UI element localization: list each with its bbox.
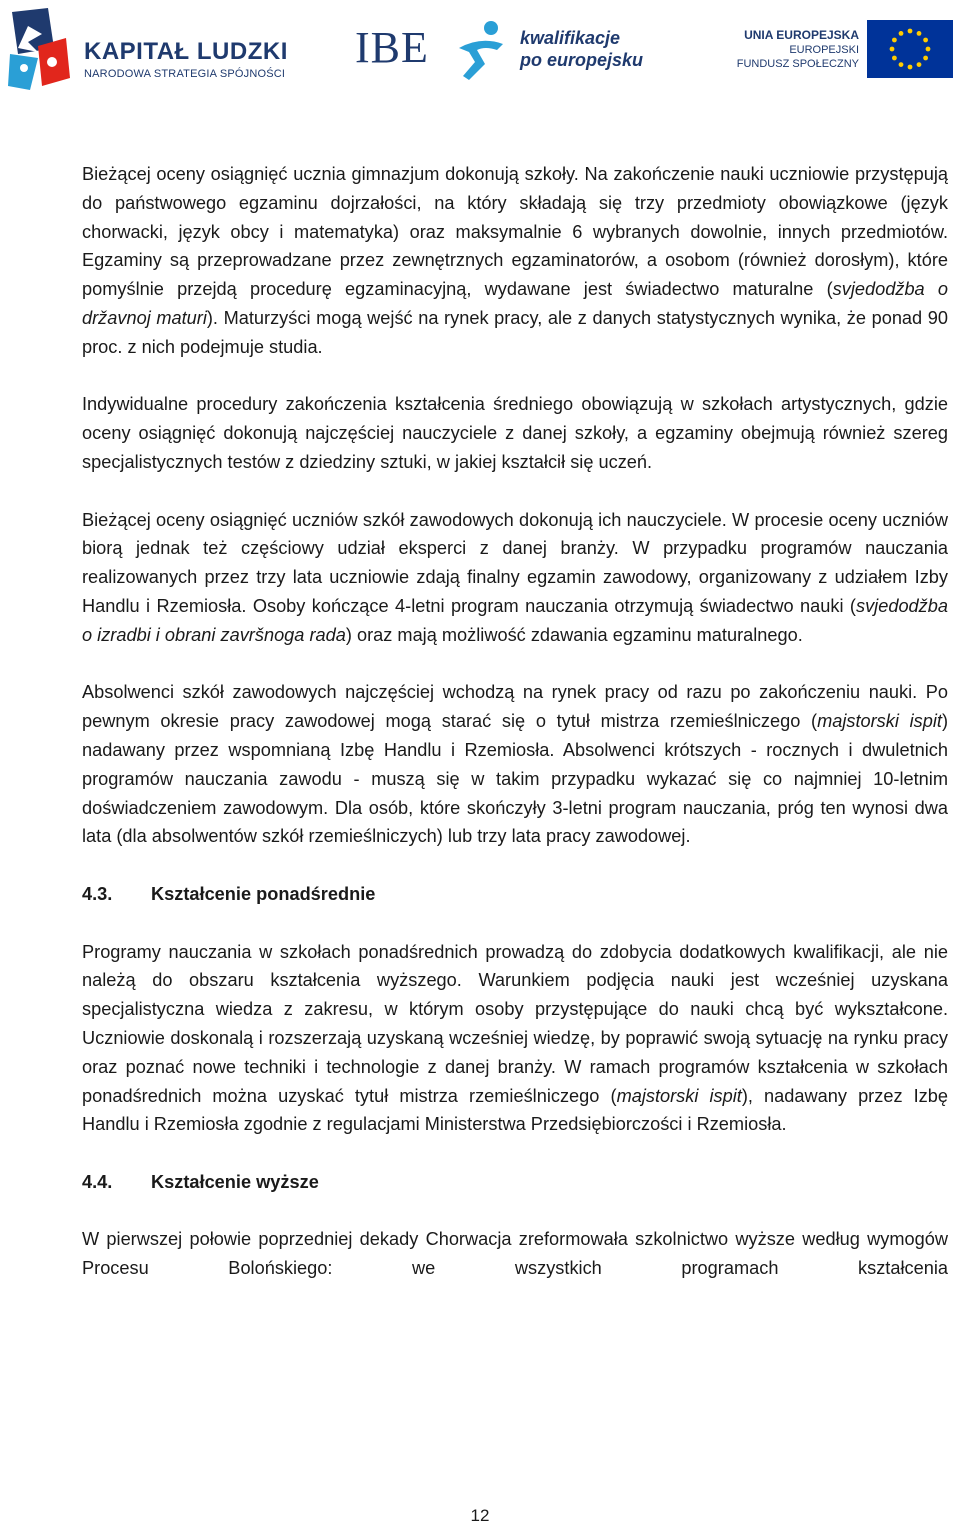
eu-title: UNIA EUROPEJSKA: [744, 28, 859, 42]
eu-fund-line1: EUROPEJSKI: [789, 44, 859, 56]
page-number: 12: [470, 1506, 490, 1525]
kapital-ludzki-subtitle: NARODOWA STRATEGIA SPÓJNOŚCI: [84, 68, 286, 80]
section-heading-4-4: [82, 1168, 948, 1197]
page-header: [0, 0, 960, 96]
ibe-acronym: IBE: [355, 23, 429, 72]
paragraph-art-schools: Indywidualne procedury zakończenia kształcenia średniego obowiązują w szkołach artystycznych, gdzie oceny osiągnięć dokonują najczęściej nauczyciele z danej szkoły, a egzaminy obejmują również szereg specjalistycznych testów z dziedziny sztuki, w jakiej kształcił się uczeń.: [82, 394, 948, 472]
section-number: 4.3.: [82, 883, 113, 904]
paragraph-matura: Bieżącej oceny osiągnięć ucznia gimnazjum dokonują szkoły. Na zakończenie nauki uczniowie przystępują do państwowego egzaminu dojrzałości, na który składają się trzy przedmioty obowiązkowe (język chorwacki, język obcy i matematyka) oraz maksymalnie 6 wybranych dowolnie, innych przedmiotów. Egzaminy są przeprowadzane przez zewnętrznych egzaminatorów, a osobom (również dorosłym), które pomyślnie przejdą procedurę egzaminacyjną, wydawane jest świadectwo maturalne (svjedodžba o državnoj maturi). Maturzyści mogą wejść na rynek pracy, ale z danych statystycznych wynika, że ponad 90 proc. z nich podejmuje studia.: [82, 164, 948, 357]
eu-fund-line2: FUNDUSZ SPOŁECZNY: [736, 58, 859, 70]
ibe-tagline-line1: kwalifikacje: [520, 28, 621, 48]
eu-logo: [735, 20, 955, 80]
running-figure-icon: [451, 18, 513, 84]
section-heading-4-3: [82, 880, 948, 909]
ibe-logo: [355, 14, 645, 86]
ibe-tagline-line2: po europejsku: [520, 50, 644, 70]
kapital-ludzki-emblem-icon: [8, 8, 78, 92]
section-title: Kształcenie wyższe: [151, 1171, 319, 1192]
kapital-ludzki-logo: [8, 8, 288, 92]
section-number: 4.4.: [82, 1171, 113, 1192]
paragraph-higher-education: W pierwszej połowie poprzedniej dekady Chorwacja zreformowała szkolnictwo wyższe według wymogów Procesu Bolońskiego: we wszystkich programach kształcenia: [82, 1229, 948, 1279]
paragraph-vocational-graduates: Absolwenci szkół zawodowych najczęściej wchodzą na rynek pracy od razu po zakończeniu nauki. Po pewnym okresie pracy zawodowej mogą starać się o tytuł mistrza rzemieślniczego (majstorski ispit) nadawany przez wspomnianą Izbę Handlu i Rzemiosła. Absolwenci krótszych - rocznych i dwuletnich programów nauczania zawodu - muszą się w takim przypadku wykazać się co najmniej 10-letnim doświadczeniem zawodowym. Dla osób, które skończyły 3-letni program nauczania, próg ten wynosi dwa lata (dla absolwentów szkół rzemieślniczych) lub trzy lata pracy zawodowej.: [82, 682, 948, 847]
section-title: Kształcenie ponadśrednie: [151, 883, 376, 904]
paragraph-vocational-assessment: Bieżącej oceny osiągnięć uczniów szkół zawodowych dokonują ich nauczyciele. W procesie oceny uczniów biorą jednak też częściowy udział eksperci z danej branży. W przypadku programów nauczania realizowanych przez trzy lata uczniowie zdają finalny egzamin zawodowy, organizowany z udziałem Izby Handlu i Rzemiosła. Osoby kończące 4-letni program nauczania otrzymują świadectwo nauki (svjedodžba o izradbi i obrani završnoga rada) oraz mają możliwość zdawania egzaminu maturalnego.: [82, 509, 948, 645]
kapital-ludzki-title: KAPITAŁ LUDZKI: [84, 38, 288, 65]
paragraph-post-secondary: Programy nauczania w szkołach ponadśrednich prowadzą do zdobycia dodatkowych kwalifikacji, ale nie należą do obszaru kształcenia wyższego. Warunkiem podjęcia nauki jest wcześniej uzyskana specjalistyczna wiedza z zakresu, w którym osoby przystępujące do nauki chcą być wykształcone. Uczniowie doskonalą i rozszerzają uzyskaną wcześniej wiedzę, by poprawić swoją sytuację na rynku pracy oraz poznać nowe techniki i technologie z danej branży. W ramach programów kształcenia w szkołach ponadśrednich można uzyskać tytuł mistrza rzemieślniczego (majstorski ispit), nadawany przez Izbę Handlu i Rzemiosła zgodnie z regulacjami Ministerstwa Przedsiębiorczości i Rzemiosła.: [82, 941, 949, 1135]
eu-flag-icon: [867, 20, 953, 78]
document-body: [82, 160, 948, 1283]
